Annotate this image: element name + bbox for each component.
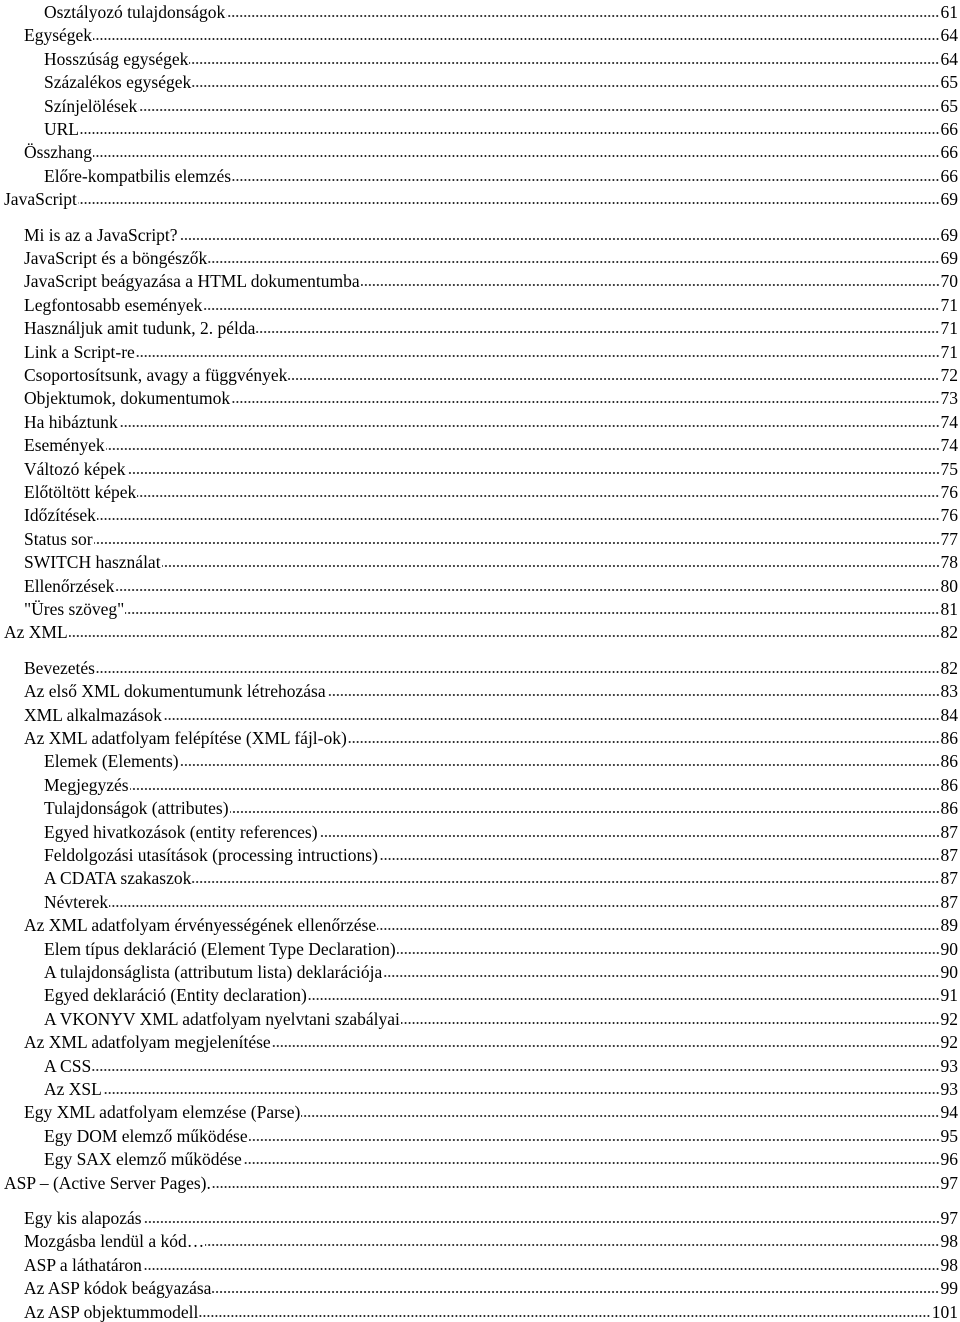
toc-entry-page-number: 64	[940, 49, 958, 69]
toc-entry[interactable]	[24, 314, 958, 338]
toc-entry-title: Osztályozó tulajdonságok	[44, 2, 226, 22]
toc-entry[interactable]	[24, 244, 958, 268]
toc-entry[interactable]	[44, 1005, 958, 1029]
toc-entry-page-number: 89	[940, 915, 958, 935]
toc-entry-page-number: 92	[940, 1009, 958, 1029]
toc-entry-title: Az első XML dokumentumunk létrehozása	[24, 681, 326, 701]
toc-entry-page-number: 66	[940, 166, 958, 186]
dot-leader	[212, 1186, 940, 1188]
dot-leader	[230, 811, 940, 813]
dot-leader	[208, 261, 939, 263]
toc-entry-title: Mi is az a JavaScript?	[24, 225, 178, 245]
dot-leader	[232, 179, 939, 181]
dot-leader	[130, 788, 940, 790]
toc-entry[interactable]	[44, 864, 958, 888]
toc-entry-title: Egy XML adatfolyam elemzése (Parse)	[24, 1102, 301, 1122]
toc-entry-title: Csoportosítsunk, avagy a függvények	[24, 365, 288, 385]
toc-entry-page-number: 97	[940, 1208, 958, 1228]
dot-leader	[361, 284, 940, 286]
dot-leader	[379, 858, 940, 860]
dot-leader	[106, 448, 940, 450]
toc-entry-title: Link a Script-re	[24, 342, 135, 362]
toc-entry-page-number: 76	[940, 482, 958, 502]
dot-leader	[288, 378, 939, 380]
toc-entry-title: Hosszúság egységek	[44, 49, 189, 69]
toc-entry[interactable]	[24, 361, 958, 385]
toc-entry-page-number: 91	[940, 985, 958, 1005]
toc-entry[interactable]	[44, 1122, 958, 1146]
toc-entry-page-number: 81	[940, 599, 958, 619]
toc-entry[interactable]	[24, 1028, 958, 1052]
dot-leader	[97, 518, 940, 520]
dot-leader	[143, 1221, 940, 1223]
dot-leader	[96, 671, 940, 673]
toc-entry-title: Ha hibáztunk	[24, 412, 118, 432]
dot-leader	[138, 109, 939, 111]
toc-entry[interactable]	[44, 162, 958, 186]
toc-entry-page-number: 69	[940, 189, 958, 209]
dot-leader	[192, 85, 939, 87]
toc-entry-page-number: 71	[940, 342, 958, 362]
dot-leader	[80, 132, 940, 134]
dot-leader	[256, 331, 939, 333]
toc-entry-title: Status sor	[24, 529, 93, 549]
toc-entry-page-number: 92	[940, 1032, 958, 1052]
toc-entry-page-number: 71	[940, 318, 958, 338]
toc-entry[interactable]	[44, 841, 958, 865]
toc-entry[interactable]	[24, 138, 958, 162]
dot-leader	[231, 401, 939, 403]
toc-entry[interactable]	[44, 794, 958, 818]
dot-leader	[93, 155, 939, 157]
dot-leader	[136, 355, 940, 357]
toc-entry[interactable]	[24, 408, 958, 432]
dot-leader	[162, 565, 940, 567]
dot-leader	[272, 1045, 940, 1047]
toc-entry[interactable]	[24, 478, 958, 502]
toc-entry[interactable]	[44, 1052, 958, 1076]
toc-entry-page-number: 82	[940, 658, 958, 678]
toc-entry-page-number: 71	[940, 295, 958, 315]
dot-leader	[203, 308, 939, 310]
toc-entry-title: URL	[44, 119, 79, 139]
toc-entry[interactable]	[24, 291, 958, 315]
toc-entry[interactable]	[44, 0, 958, 22]
dot-leader	[301, 1115, 939, 1117]
toc-entry-page-number: 80	[940, 576, 958, 596]
toc-entry[interactable]	[24, 1098, 958, 1122]
toc-entry[interactable]	[24, 724, 958, 748]
toc-entry[interactable]	[44, 747, 958, 771]
toc-entry[interactable]	[24, 21, 958, 45]
toc-entry[interactable]	[44, 1075, 958, 1099]
toc-entry[interactable]	[24, 431, 958, 455]
dot-leader	[119, 425, 940, 427]
toc-entry[interactable]	[44, 958, 958, 982]
toc-entry[interactable]	[44, 1145, 958, 1169]
toc-entry-page-number: 86	[940, 775, 958, 795]
dot-leader	[163, 718, 940, 720]
toc-entry-title: Az XML adatfolyam felépítése (XML fájl-ok)	[24, 728, 347, 748]
toc-entry-page-number: 97	[940, 1173, 958, 1193]
dot-leader	[92, 1069, 939, 1071]
toc-entry[interactable]	[24, 595, 958, 619]
toc-entry-title: Bevezetés	[24, 658, 95, 678]
toc-entry-title: Az XSL	[44, 1079, 102, 1099]
toc-entry-title: Használjuk amit tudunk, 2. példa	[24, 318, 256, 338]
toc-entry-page-number: 101	[931, 1302, 958, 1322]
toc-entry-page-number: 66	[940, 142, 958, 162]
toc-entry-page-number: 82	[940, 622, 958, 642]
toc-entry[interactable]	[4, 185, 958, 209]
dot-leader	[189, 62, 939, 64]
toc-entry[interactable]	[24, 338, 958, 362]
toc-entry-page-number: 86	[940, 751, 958, 771]
toc-entry-title: Feldolgozási utasítások (processing intructions)	[44, 845, 378, 865]
toc-entry[interactable]	[24, 677, 958, 701]
toc-entry[interactable]	[24, 501, 958, 525]
toc-entry[interactable]	[4, 1169, 958, 1193]
toc-entry-title: Egy SAX elemző működése	[44, 1149, 242, 1169]
toc-entry-title: Egy kis alapozás	[24, 1208, 142, 1228]
toc-entry-title: Elemek (Elements)	[44, 751, 179, 771]
toc-entry[interactable]	[24, 1204, 958, 1228]
dot-leader	[94, 542, 940, 544]
toc-entry[interactable]	[44, 45, 958, 69]
toc-entry-page-number: 74	[940, 435, 958, 455]
toc-entry-title: "Üres szöveg"	[24, 599, 125, 619]
toc-entry[interactable]	[24, 701, 958, 725]
dot-leader	[401, 1022, 940, 1024]
dot-leader	[179, 238, 940, 240]
toc-entry-title: A VKONYV XML adatfolyam nyelvtani szabályai	[44, 1009, 400, 1029]
toc-entry-title: Az XML adatfolyam érvényességének ellenőrzése	[24, 915, 377, 935]
toc-entry-page-number: 99	[940, 1278, 958, 1298]
toc-entry-page-number: 87	[940, 892, 958, 912]
dot-leader	[377, 928, 939, 930]
toc-entry-page-number: 95	[940, 1126, 958, 1146]
toc-entry-title: Az XML adatfolyam megjelenítése	[24, 1032, 271, 1052]
dot-leader	[205, 1244, 939, 1246]
toc-entry-page-number: 74	[940, 412, 958, 432]
toc-entry-title: Ellenőrzések	[24, 576, 115, 596]
toc-entry-page-number: 98	[940, 1231, 958, 1251]
toc-entry-title: Egységek	[24, 25, 93, 45]
toc-entry[interactable]	[44, 92, 958, 116]
toc-entry-page-number: 70	[940, 271, 958, 291]
dot-leader	[243, 1162, 940, 1164]
dot-leader	[115, 589, 939, 591]
toc-entry-title: Elem típus deklaráció (Element Type Declaration)	[44, 939, 396, 959]
dot-leader	[199, 1315, 930, 1317]
toc-entry-title: Egy DOM elemző működése	[44, 1126, 248, 1146]
dot-leader	[69, 635, 940, 637]
toc-entry-page-number: 98	[940, 1255, 958, 1275]
toc-entry[interactable]	[44, 981, 958, 1005]
toc-entry[interactable]	[44, 935, 958, 959]
toc-entry-page-number: 72	[940, 365, 958, 385]
toc-entry[interactable]	[44, 818, 958, 842]
toc-entry-title: Egyed hivatkozások (entity references)	[44, 822, 318, 842]
toc-entry[interactable]	[44, 888, 958, 912]
toc-entry[interactable]	[24, 1274, 958, 1298]
dot-leader	[78, 202, 940, 204]
dot-leader	[109, 905, 939, 907]
toc-entry[interactable]	[24, 267, 958, 291]
toc-entry-page-number: 78	[940, 552, 958, 572]
dot-leader	[103, 1092, 940, 1094]
toc-entry-page-number: 94	[940, 1102, 958, 1122]
toc-entry-title: Megjegyzés	[44, 775, 129, 795]
toc-entry-page-number: 87	[940, 868, 958, 888]
toc-entry-title: A CSS	[44, 1056, 92, 1076]
toc-entry-title: JavaScript	[4, 189, 77, 209]
toc-entry-title: A CDATA szakaszok	[44, 868, 192, 888]
dot-leader	[180, 764, 940, 766]
toc-entry-title: Előtöltött képek	[24, 482, 137, 502]
toc-entry-page-number: 96	[940, 1149, 958, 1169]
toc-entry-title: ASP a láthatáron	[24, 1255, 142, 1275]
toc-entry-page-number: 93	[940, 1056, 958, 1076]
toc-entry[interactable]	[24, 455, 958, 479]
toc-entry-page-number: 64	[940, 25, 958, 45]
toc-entry-page-number: 75	[940, 459, 958, 479]
toc-entry[interactable]	[24, 654, 958, 678]
toc-entry-title: ASP – (Active Server Pages).	[4, 1173, 211, 1193]
toc-entry-page-number: 93	[940, 1079, 958, 1099]
toc-entry[interactable]	[24, 384, 958, 408]
toc-entry-title: JavaScript beágyazása a HTML dokumentumba	[24, 271, 360, 291]
toc-entry-title: Tulajdonságok (attributes)	[44, 798, 229, 818]
dot-leader	[137, 495, 939, 497]
toc-entry-page-number: 65	[940, 72, 958, 92]
dot-leader	[143, 1268, 940, 1270]
toc-entry[interactable]	[44, 68, 958, 92]
toc-entry-title: Névterek	[44, 892, 109, 912]
toc-entry-title: Százalékos egységek	[44, 72, 192, 92]
dot-leader	[226, 15, 939, 17]
toc-entry-page-number: 77	[940, 529, 958, 549]
toc-entry[interactable]	[4, 618, 958, 642]
toc-entry-title: Események	[24, 435, 105, 455]
toc-entry-title: Időzítések	[24, 505, 96, 525]
toc-entry-title: Összhang	[24, 142, 93, 162]
dot-leader	[127, 472, 940, 474]
toc-entry-title: Mozgásba lendül a kód…	[24, 1231, 205, 1251]
toc-entry-title: Előre-kompatbilis elemzés	[44, 166, 232, 186]
dot-leader	[249, 1139, 940, 1141]
toc-entry-title: Legfontosabb események	[24, 295, 203, 315]
dot-leader	[192, 881, 939, 883]
toc-entry[interactable]	[44, 115, 958, 139]
dot-leader	[93, 38, 939, 40]
dot-leader	[348, 741, 940, 743]
toc-entry-page-number: 61	[940, 2, 958, 22]
toc-entry-title: Objektumok, dokumentumok	[24, 388, 231, 408]
dot-leader	[212, 1291, 939, 1293]
toc-entry-title: A tulajdonságlista (attributum lista) deklarációja	[44, 962, 383, 982]
dot-leader	[327, 694, 940, 696]
dot-leader	[308, 998, 940, 1000]
toc-entry-title: SWITCH használat	[24, 552, 161, 572]
toc-entry[interactable]	[24, 572, 958, 596]
toc-entry[interactable]	[24, 548, 958, 572]
toc-entry[interactable]	[24, 911, 958, 935]
toc-entry-page-number: 86	[940, 798, 958, 818]
toc-entry[interactable]	[44, 771, 958, 795]
toc-entry-page-number: 87	[940, 822, 958, 842]
toc-entry-page-number: 73	[940, 388, 958, 408]
toc-entry[interactable]	[24, 221, 958, 245]
dot-leader	[397, 952, 940, 954]
toc-entry[interactable]	[24, 1298, 958, 1322]
toc-entry-page-number: 87	[940, 845, 958, 865]
toc-entry-page-number: 90	[940, 939, 958, 959]
dot-leader	[125, 612, 939, 614]
toc-entry-page-number: 84	[940, 705, 958, 725]
toc-entry-page-number: 83	[940, 681, 958, 701]
toc-entry[interactable]	[24, 1251, 958, 1275]
toc-entry-title: Az XML	[4, 622, 68, 642]
toc-entry-title: Az ASP kódok beágyazása	[24, 1278, 212, 1298]
dot-leader	[383, 975, 939, 977]
toc-entry[interactable]	[24, 1227, 958, 1251]
toc-entry-title: JavaScript és a böngészők	[24, 248, 208, 268]
toc-entry-page-number: 65	[940, 96, 958, 116]
toc-entry[interactable]	[24, 525, 958, 549]
toc-entry-title: Az ASP objektummodell	[24, 1302, 199, 1322]
toc-entry-page-number: 69	[940, 225, 958, 245]
toc-entry-page-number: 66	[940, 119, 958, 139]
dot-leader	[319, 835, 940, 837]
toc-entry-title: Egyed deklaráció (Entity declaration)	[44, 985, 307, 1005]
toc-entry-page-number: 86	[940, 728, 958, 748]
toc-entry-title: Színjelölések	[44, 96, 138, 116]
toc-entry-page-number: 76	[940, 505, 958, 525]
toc-entry-title: Változó képek	[24, 459, 126, 479]
toc-entry-page-number: 69	[940, 248, 958, 268]
toc-entry-page-number: 90	[940, 962, 958, 982]
toc-entry-title: XML alkalmazások	[24, 705, 162, 725]
